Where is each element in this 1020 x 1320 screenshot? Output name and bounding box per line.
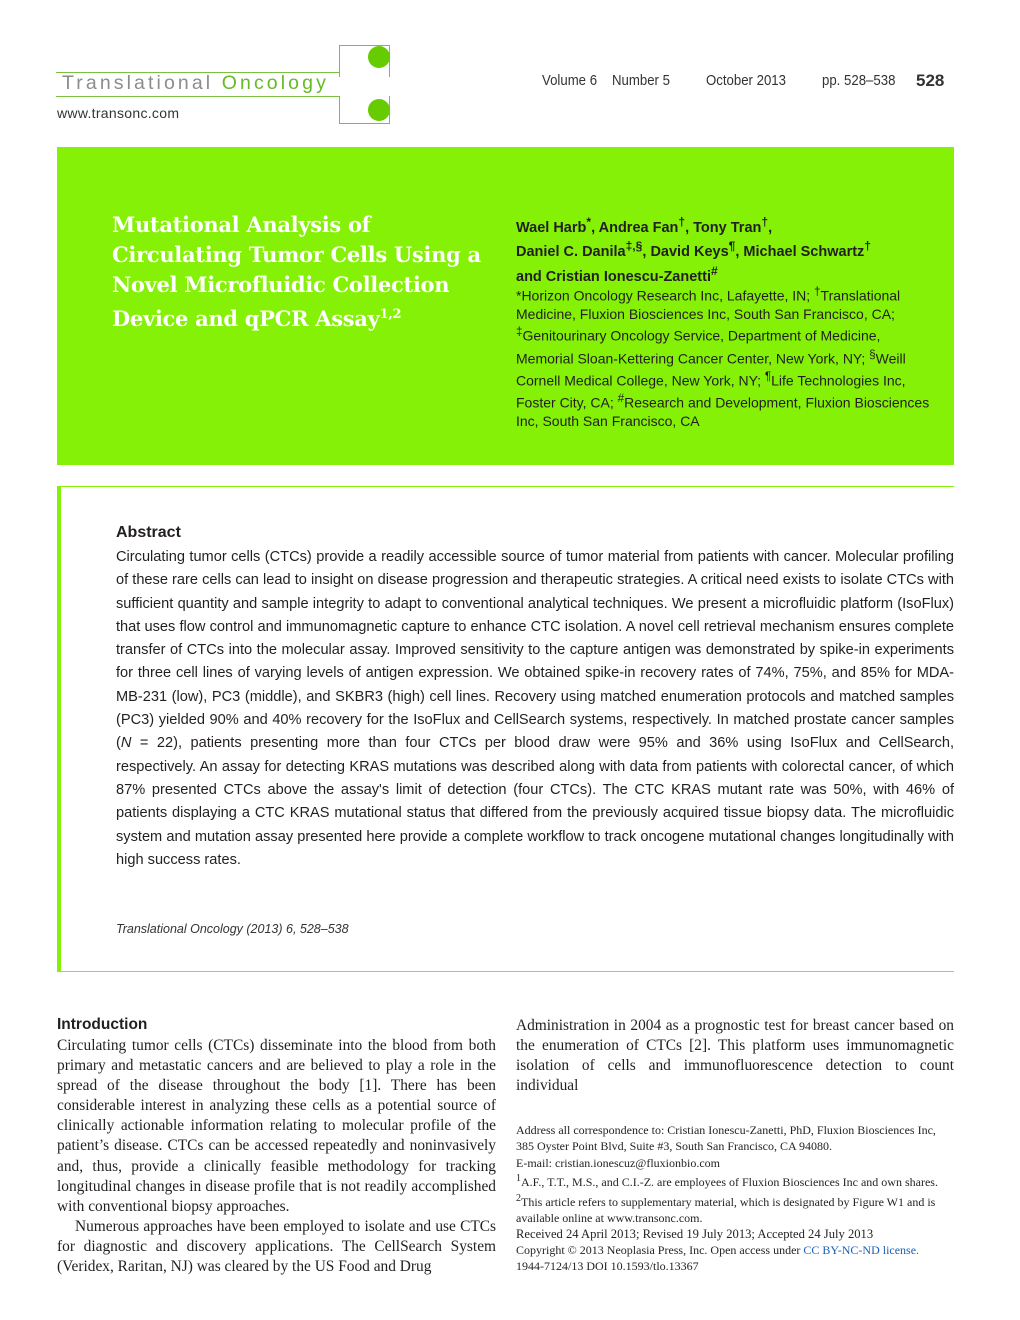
footnote-2-text: This article refers to supplementary material, which is designated by Figure W1 and is available online at www.transonc.com.	[516, 1194, 936, 1226]
journal-name-part2: Oncology	[221, 72, 329, 94]
footnote-2	[516, 1191, 956, 1227]
logo-dot-bottom-icon	[368, 99, 390, 121]
affiliation: Genitourinary Oncology Service, Department of Medicine, Memorial Sloan-Kettering Cancer Center, New York, NY;	[516, 328, 881, 367]
author-sup: †	[678, 215, 686, 229]
author-sep: ,	[642, 244, 651, 261]
correspondence-email: E-mail: cristian.ionescuz@fluxionbio.com	[516, 1155, 720, 1170]
author: Michael Schwartz	[743, 244, 865, 261]
abstract-heading: Abstract	[116, 524, 181, 541]
article-title-footnote-marks: 1,2	[379, 307, 402, 322]
footnote-2-mark: 2	[516, 1192, 521, 1204]
author: David Keys	[650, 244, 729, 261]
author-sup: *	[586, 215, 592, 229]
author: Tony Tran	[693, 219, 762, 236]
affiliation-sup: †	[814, 285, 821, 298]
affiliation: *Horizon Oncology Research Inc, Lafayette, IN;	[516, 287, 815, 304]
author-sup: ¶	[728, 239, 736, 254]
author-sup: †	[761, 215, 769, 229]
copyright-line	[516, 1242, 956, 1258]
journal-name-part1: Translational	[62, 72, 222, 94]
author-sup: ‡,§	[625, 239, 643, 254]
author-list	[516, 213, 946, 286]
issue-volume: Volume 6	[542, 72, 598, 89]
intro-paragraph-2: Numerous approaches have been employed to isolate and use CTCs for diagnostic and discovery applications. The CellSearch System (Veridex, Raritan, NJ) was cleared by the US Food and Drug	[57, 1217, 496, 1276]
article-title-text: Mutational Analysis of Circulating Tumor Cells Using a Novel Microfluidic Collection Device and qPCR Assay	[112, 212, 481, 331]
author: and Cristian Ionescu-Zanetti	[516, 268, 711, 285]
abstract-text	[116, 546, 954, 872]
footnotes	[516, 1122, 956, 1243]
abstract-rule-top	[57, 486, 954, 487]
affiliation-sup: §	[869, 347, 876, 361]
author-sup: †	[864, 239, 872, 254]
footnote-1	[516, 1171, 956, 1190]
affiliation: Translational Medicine, Fluxion Biosciences Inc, South San Francisco, CA;	[516, 287, 901, 323]
affiliation-sup: #	[617, 391, 625, 405]
logo-rule-bottom	[56, 96, 340, 97]
author-sep: ,	[685, 219, 694, 236]
introduction-heading: Introduction	[57, 1016, 148, 1033]
author-sep: ,	[768, 219, 773, 236]
affiliation: Weill Cornell Medical College, New York, NY;	[516, 350, 906, 389]
affiliation: Research and Development, Fluxion Biosciences Inc, South San Francisco, CA	[516, 394, 930, 429]
author: Wael Harb	[516, 219, 587, 236]
journal-url: www.transonc.com	[57, 105, 180, 121]
author-sup: #	[710, 263, 718, 278]
issue-number: Number 5	[612, 72, 670, 89]
footnote-1-mark: 1	[516, 1173, 521, 1185]
license-link[interactable]: CC BY-NC-ND license.	[803, 1243, 920, 1257]
page-number: 528	[916, 71, 945, 90]
copyright-text: Copyright © 2013 Neoplasia Press, Inc. Open access under	[516, 1243, 804, 1257]
footnote-1-text: A.F., T.T., M.S., and C.I.-Z. are employees of Fluxion Biosciences Inc and own shares.	[521, 1175, 938, 1190]
issue-date: October 2013	[706, 72, 786, 89]
received-dates: Received 24 April 2013; Revised 19 July 2013; Accepted 24 July 2013	[516, 1227, 874, 1242]
author: Daniel C. Danila	[516, 244, 626, 261]
author-sep: ,	[591, 219, 599, 236]
abstract-rule-bottom	[57, 971, 954, 972]
correspondence-address: Address all correspondence to: Cristian Ionescu-Zanetti, PhD, Fluxion Biosciences Inc, 385 Oyster Point Blvd, Suite #3, South San Francisco, CA 94080.	[516, 1123, 936, 1154]
copyright-block	[516, 1242, 956, 1275]
abstract-text-part2: = 22), patients presenting more than four CTCs per blood draw were 95% and 36% using IsoFlux and CellSearch, respectively. An assay for detecting KRAS mutations was described along with data from patients with colorectal cancer, of which 87% presented CTCs above the assay's limit of detection (four CTCs). The CTC KRAS mutant rate was 50%, with 46% of patients displaying a CTC KRAS mutational status that differed from the previously acquired tissue biopsy data. The microfluidic system and mutation assay presented here provide a complete workflow to track oncogene mutational changes longitudinally with high success rates.	[116, 735, 954, 868]
issue-pages: pp. 528–538	[822, 72, 896, 89]
abstract-text-part1: Circulating tumor cells (CTCs) provide a readily accessible source of tumor material from patients with cancer. Molecular profiling of these rare cells can lead to insight on disease progression and therapeutic strategies. A critical need exists to isolate CTCs with sufficient quantity and sample integrity to adapt to conventional analytical techniques. We present a microfluidic platform (IsoFlux) that uses flow control and immunomagnetic capture to enhance CTC isolation. A novel cell retrieval mechanism ensures complete transfer of CTCs into the molecular assay. Improved sensitivity to the capture antigen was demonstrated by spike-in experiments for three cell lines of varying levels of antigen expression. We obtained spike-in recovery rates of 74%, 75%, and 85% for MDA-MB-231 (low), PC3 (middle), and SKBR3 (high) cell lines. Recovery using matched enumeration protocols and matched samples (PC3) yielded 90% and 40% recovery for the IsoFlux and CellSearch systems, respectively. In matched prostate cancer samples (	[116, 549, 954, 752]
body-column-left	[57, 1036, 496, 1277]
intro-paragraph-1: Circulating tumor cells (CTCs) disseminate into the blood from both primary and metastatic cancers and are believed to play a role in the spread of the disease throughout the body [1]. There has been considerable interest in analyzing these cells as a potential source of clinically actionable information relating to molecular profile of the patient’s disease. CTCs can be accessed repeatedly and noninvasively and, thus, provide a clinically feasible methodology for tracking longitudinal changes in disease profile that is not readily accomplished with conventional biopsy approaches.	[57, 1037, 496, 1215]
affiliations	[516, 283, 936, 430]
logo-dot-top-icon	[368, 46, 390, 68]
abstract-text-italic: N	[120, 735, 132, 752]
author: Andrea Fan	[598, 219, 679, 236]
abstract-side-bar	[57, 486, 61, 972]
affiliation-sup: ¶	[764, 369, 772, 383]
affiliation-sup: ‡	[516, 325, 523, 339]
author-sep: ,	[735, 244, 744, 261]
affiliation: Life Technologies Inc, Foster City, CA;	[516, 372, 906, 411]
article-title	[112, 210, 492, 334]
abstract-citation: Translational Oncology (2013) 6, 528–538	[116, 922, 349, 936]
doi-line: 1944-7124/13 DOI 10.1593/tlo.13367	[516, 1259, 699, 1274]
body-column-right: Administration in 2004 as a prognostic test for breast cancer based on the enumeration of CTCs [2]. This platform uses immunomagnetic isolation of cells and immunofluorescence detection to count individual	[516, 1017, 954, 1095]
journal-logo	[62, 72, 329, 95]
